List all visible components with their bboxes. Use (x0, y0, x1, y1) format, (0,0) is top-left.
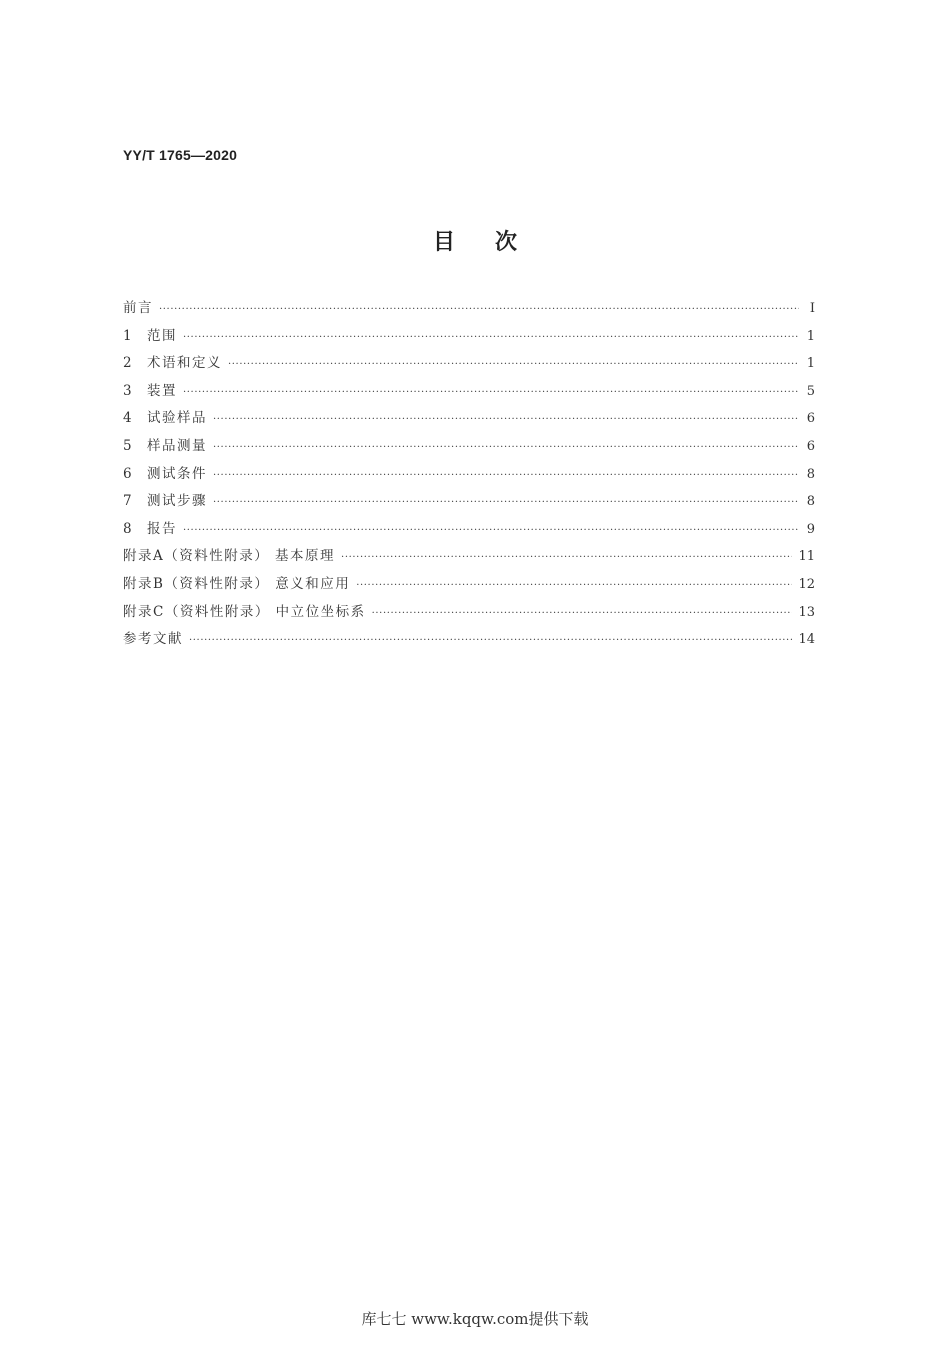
toc-entry[interactable] (123, 298, 815, 326)
toc-dot-leader (341, 548, 792, 568)
toc-entry-page: 9 (806, 521, 815, 537)
toc-entry[interactable] (123, 326, 815, 354)
toc-entry-label: 装置 (147, 382, 177, 399)
toc-entry[interactable] (123, 353, 815, 381)
toc-entry-label: 样品测量 (147, 437, 207, 454)
toc-entry-label: 测试条件 (147, 465, 207, 482)
toc-dot-leader (213, 466, 799, 486)
toc-dot-leader (159, 300, 799, 320)
toc-entry-label: 范围 (147, 327, 177, 344)
toc-entry[interactable] (123, 519, 815, 547)
toc-entry[interactable] (123, 464, 815, 492)
toc-entry-number: 6 (123, 465, 132, 482)
toc-entry-page: 8 (806, 466, 815, 482)
toc-dot-leader (213, 493, 799, 513)
toc-entry-page: 6 (806, 438, 815, 454)
footer-text: 库七七 www.kqqw.com提供下载 (361, 1310, 589, 1328)
toc-entry[interactable] (123, 629, 815, 657)
toc-entry-number: 4 (123, 410, 132, 427)
toc-entry-number: 7 (123, 493, 132, 510)
toc-entry-page: 5 (806, 383, 815, 399)
toc-dot-leader (183, 383, 799, 403)
toc-entry-label: 术语和定义 (147, 355, 222, 372)
toc-entry[interactable] (123, 436, 815, 464)
toc-entry-number: 1 (123, 327, 132, 344)
toc-entry-page: Ⅰ (809, 301, 815, 316)
toc-entry[interactable] (123, 491, 815, 519)
toc-entry[interactable] (123, 408, 815, 436)
standard-code: YY/T 1765—2020 (123, 147, 238, 163)
toc-entry-label: 报告 (147, 520, 177, 537)
toc-entry-page: 8 (806, 494, 815, 510)
toc-entry-page: 11 (798, 549, 815, 565)
toc-entry-number: 2 (123, 355, 132, 372)
toc-entry-label: 测试步骤 (147, 493, 207, 510)
toc-dot-leader (183, 521, 799, 541)
toc-entry-label: 附录C（资料性附录） 中立位坐标系 (123, 603, 366, 620)
toc-entry-page: 6 (806, 411, 815, 427)
toc-entry-label: 前言 (123, 300, 153, 316)
toc-entry-label: 附录B（资料性附录） 意义和应用 (123, 575, 351, 592)
toc-entry-page: 1 (806, 328, 815, 344)
toc-entry[interactable] (123, 381, 815, 409)
toc-dot-leader (189, 631, 792, 651)
toc-dot-leader (213, 410, 799, 430)
toc-entry-number: 3 (123, 382, 132, 399)
toc-dot-leader (228, 355, 799, 375)
toc-entry-page: 14 (798, 632, 815, 648)
toc-dot-leader (372, 604, 793, 624)
toc-entry-page: 12 (798, 576, 815, 592)
toc-entry-number: 5 (123, 437, 132, 454)
toc-entry-label: 试验样品 (147, 410, 207, 427)
toc-entry[interactable] (123, 602, 815, 630)
toc-entry-page: 13 (798, 604, 815, 620)
toc-entry[interactable] (123, 546, 815, 574)
toc-entry-label: 参考文献 (123, 631, 183, 648)
toc-entry-label: 附录A（资料性附录） 基本原理 (123, 548, 336, 565)
table-of-contents (123, 298, 815, 657)
toc-entry[interactable] (123, 574, 815, 602)
toc-dot-leader (183, 328, 799, 348)
page-title: 目次 (432, 230, 557, 255)
toc-dot-leader (213, 438, 799, 458)
toc-dot-leader (356, 576, 792, 596)
toc-entry-number: 8 (123, 520, 132, 537)
toc-entry-page: 1 (806, 356, 815, 372)
